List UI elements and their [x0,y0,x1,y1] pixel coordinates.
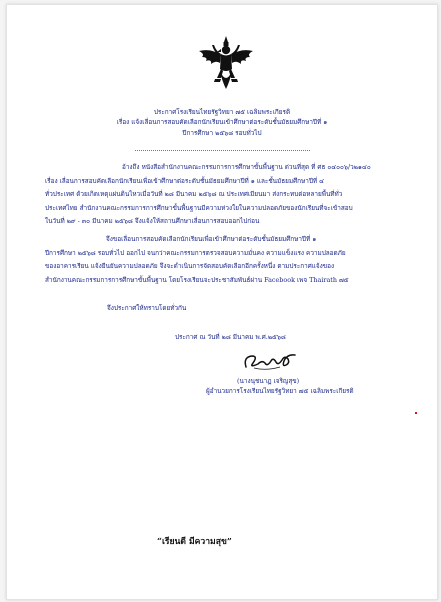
title-divider [135,150,310,151]
announcement-year: ปีการศึกษา ๒๕๖๘ รอบทั่วไป [182,129,262,137]
paragraph-line: ปีการศึกษา ๒๕๖๘ รอบทั่วไป ออกไป จนกว่าคณะกรรมการตรวจสอบความมั่นคง ความแข็งแรง ความปลอดภัย [45,248,346,257]
announcement-date: ประกาศ ณ วันที่ ๒๘ มีนาคม พ.ศ.๒๕๖๘ [175,333,286,341]
handwritten-signature-icon [240,349,300,373]
paragraph-postponement [45,233,349,287]
signatory-name: (นางนุชนาฏ เจริญสุข) [237,377,300,385]
paragraph-line: จึงขอเลื่อนการสอบคัดเลือกนักเรียนเพื่อเข้าศึกษาต่อระดับชั้นมัธยมศึกษาปีที่ ๑ [106,235,317,243]
paragraph-line: ประเทศไทย สำนักงานคณะกรรมการการศึกษาขั้นพื้นฐานมีความห่วงใยในความปลอดภัยของนักเรียนที่จะเข้าสอบ [45,203,353,212]
announcement-title: ประกาศโรงเรียนไทยรัฐวิทยา ๗๕ เฉลิมพระเกียรติ [153,108,291,116]
paragraph-line: เรื่อง เลื่อนการสอบคัดเลือกนักเรียนเพื่อเข้าศึกษาต่อระดับชั้นมัธยมศึกษาปีที่ ๑ และชั้นมัธยมศึกษาปีที่ ๔ [45,176,324,185]
paragraph-line: ในวันที่ ๒๙ - ๓๐ มีนาคม ๒๕๖๘ จึงแจ้งให้สถานศึกษาเลื่อนการสอบออกไปก่อน [45,217,260,226]
announcement-subject: เรื่อง แจ้งเลื่อนการสอบคัดเลือกนักเรียนเข้าศึกษาต่อระดับชั้นมัธยมศึกษาปีที่ ๑ [116,118,328,126]
paragraph-line: สำนักงานคณะกรรมการการศึกษาขั้นพื้นฐาน โดยโรงเรียนจะประชาสัมพันธ์ผ่าน Facebook เพจ Thairath ๗๕ [45,275,349,284]
paragraph-line: ของอาคารเรียน แจ้งยืนยันความปลอดภัย จึงจะดำเนินการจัดสอบคัดเลือกอีกครั้งหนึ่ง ตามประกาศแจ้งของ [45,262,335,271]
signatory-position: ผู้อำนวยการโรงเรียนไทยรัฐวิทยา ๗๕ เฉลิมพระเกียรติ [206,387,354,395]
red-dot-mark [415,412,417,414]
document-page [6,4,438,600]
paragraph-line: อ้างถึง หนังสือสำนักงานคณะกรรมการการศึกษาขั้นพื้นฐาน ด่วนที่สุด ที่ ศธ ๐๔๐๐๖/ว๒๑๔๐ [122,163,371,171]
paragraph-line: ทั่วประเทศ ด้วยเกิดเหตุแผ่นดินไหวเมื่อวันที่ ๒๘ มีนาคม ๒๕๖๘ ณ ประเทศเมียนมา ส่งกระทบต่อหลายพื้นที่ทั่ว [45,190,343,199]
paragraph-reference [45,161,371,229]
garuda-emblem-icon [197,35,255,91]
school-motto: “เรียนดี มีความสุข” [157,537,232,547]
closing-statement: จึงประกาศให้ทราบโดยทั่วกัน [107,304,187,312]
